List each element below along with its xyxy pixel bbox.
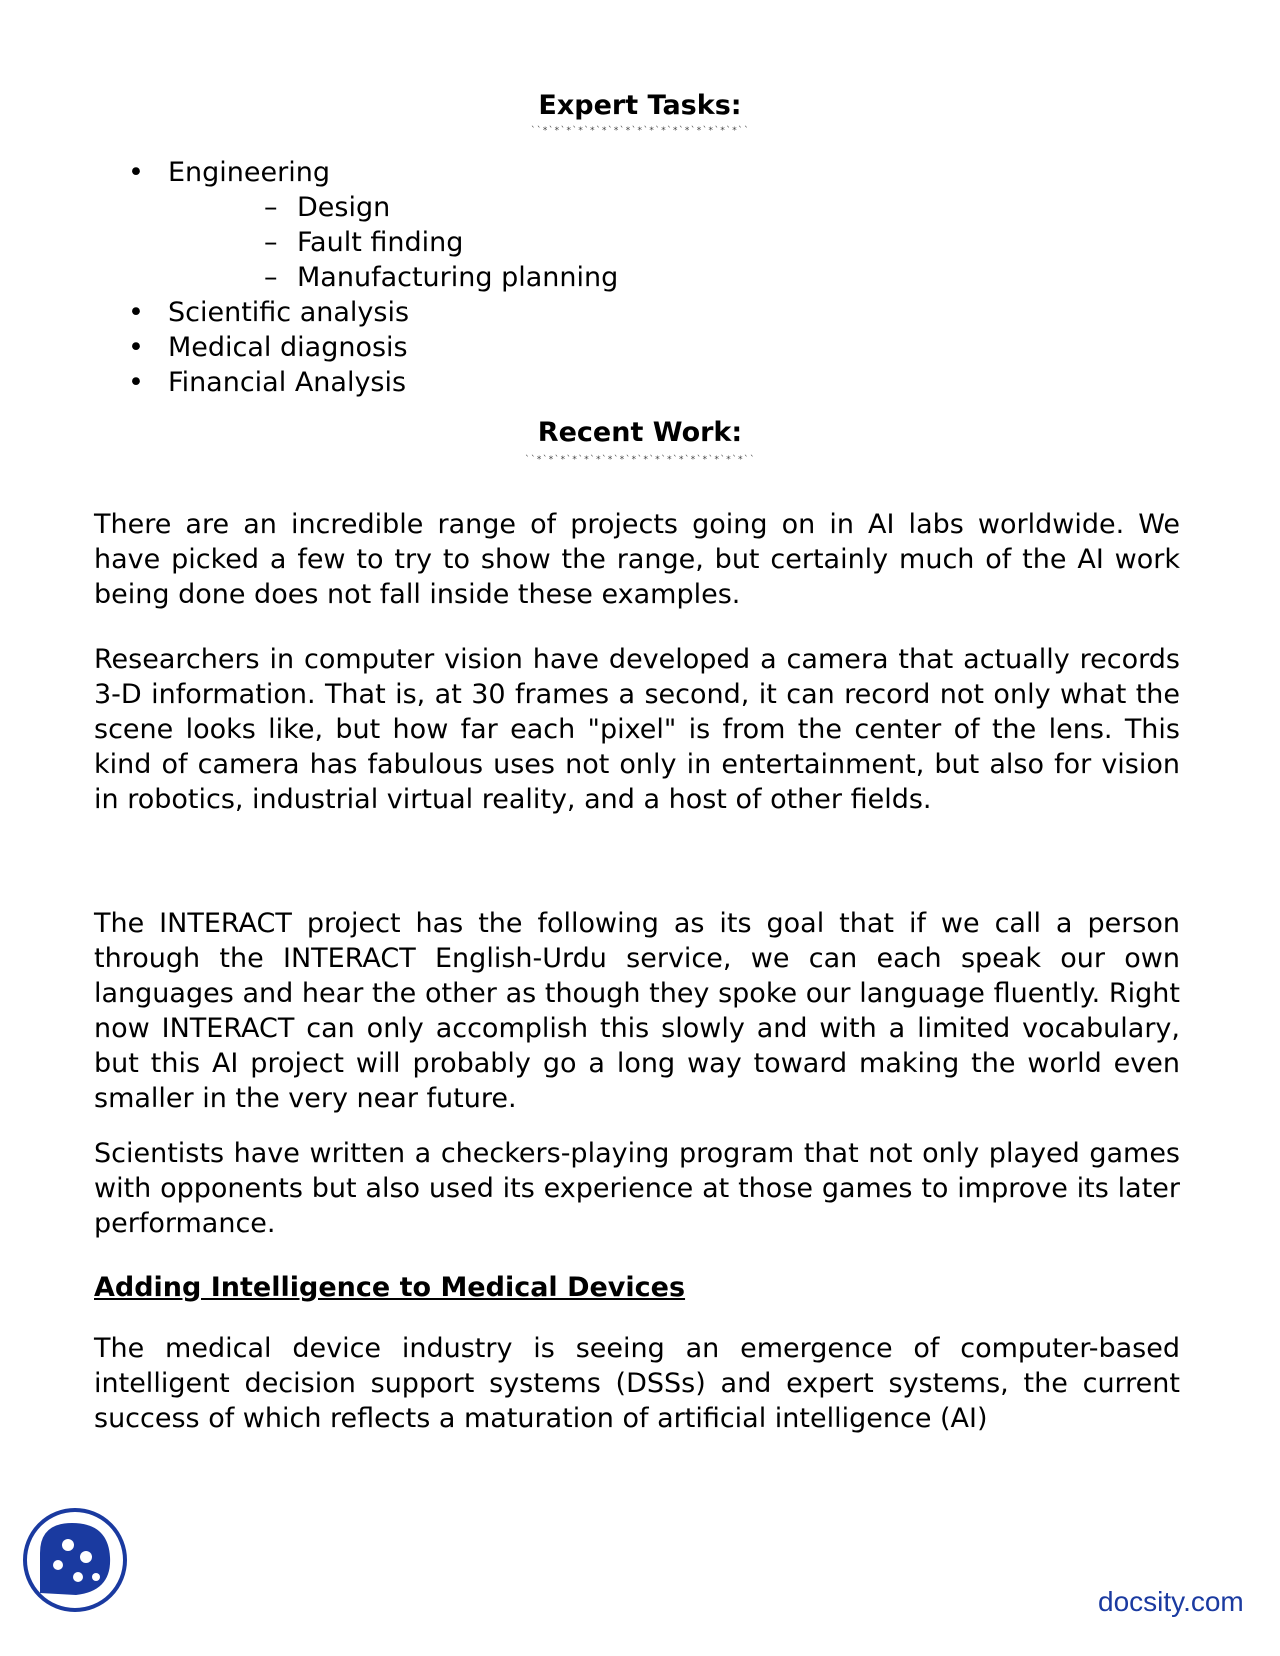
list-item: – Fault finding xyxy=(264,225,618,260)
engineering-sublist xyxy=(168,190,618,295)
list-item: – Manufacturing planning xyxy=(264,260,618,295)
paragraph: The medical device industry is seeing an emergence of computer-based intelligent decision support systems (DSSs) and expert systems, the current success of which reflects a maturation of artificial intelligence (AI) xyxy=(94,1333,1180,1434)
list-item-label: Engineering xyxy=(168,157,330,188)
list-item: – Design xyxy=(264,190,618,225)
paragraph: There are an incredible range of projects going on in AI labs worldwide. We have picked a few to try to show the range, but certainly much of the AI work being done does not fall inside these examples. xyxy=(94,509,1180,610)
paragraph: The INTERACT project has the following as its goal that if we call a person through the INTERACT English-Urdu service, we can each speak our own languages and hear the other as though they spoke our language fluently. Right now INTERACT can only accomplish this slowly and with a limited vocabulary, but this AI project will probably go a long way toward making the world even smaller in the very near future. xyxy=(94,908,1180,1114)
list-item: • Medical diagnosis xyxy=(128,330,618,365)
paragraph: Researchers in computer vision have developed a camera that actually records 3-D information. That is, at 30 frames a second, it can record not only what the scene looks like, but how far each "pixel" is from the center of the lens. This kind of camera has fabulous uses not only in entertainment, but also for vision in robotics, industrial virtual reality, and a host of other fields. xyxy=(94,644,1180,815)
recent-work-decoration: ``*`*`*`*`*`*`*`*`*`*`*`*`*`*`*`*`*`*`` xyxy=(524,455,756,465)
list-item xyxy=(128,155,618,295)
recent-work-heading: Recent Work: xyxy=(537,417,743,448)
list-item: • Scientific analysis xyxy=(128,295,618,330)
list-item: • Financial Analysis xyxy=(128,365,618,400)
docsity-brand-text[interactable]: docsity.com xyxy=(1098,1586,1244,1617)
medical-section-heading: Adding Intelligence to Medical Devices xyxy=(94,1272,686,1303)
paragraph: Scientists have written a checkers-playing program that not only played games with opponents but also used its experience at those games to improve its later performance. xyxy=(94,1138,1180,1239)
docsity-logo-icon xyxy=(20,1505,130,1615)
expert-tasks-decoration: ``*`*`*`*`*`*`*`*`*`*`*`*`*`*`*`*`*`` xyxy=(530,126,750,136)
expert-tasks-heading: Expert Tasks: xyxy=(538,90,742,121)
expert-tasks-list xyxy=(128,155,618,400)
